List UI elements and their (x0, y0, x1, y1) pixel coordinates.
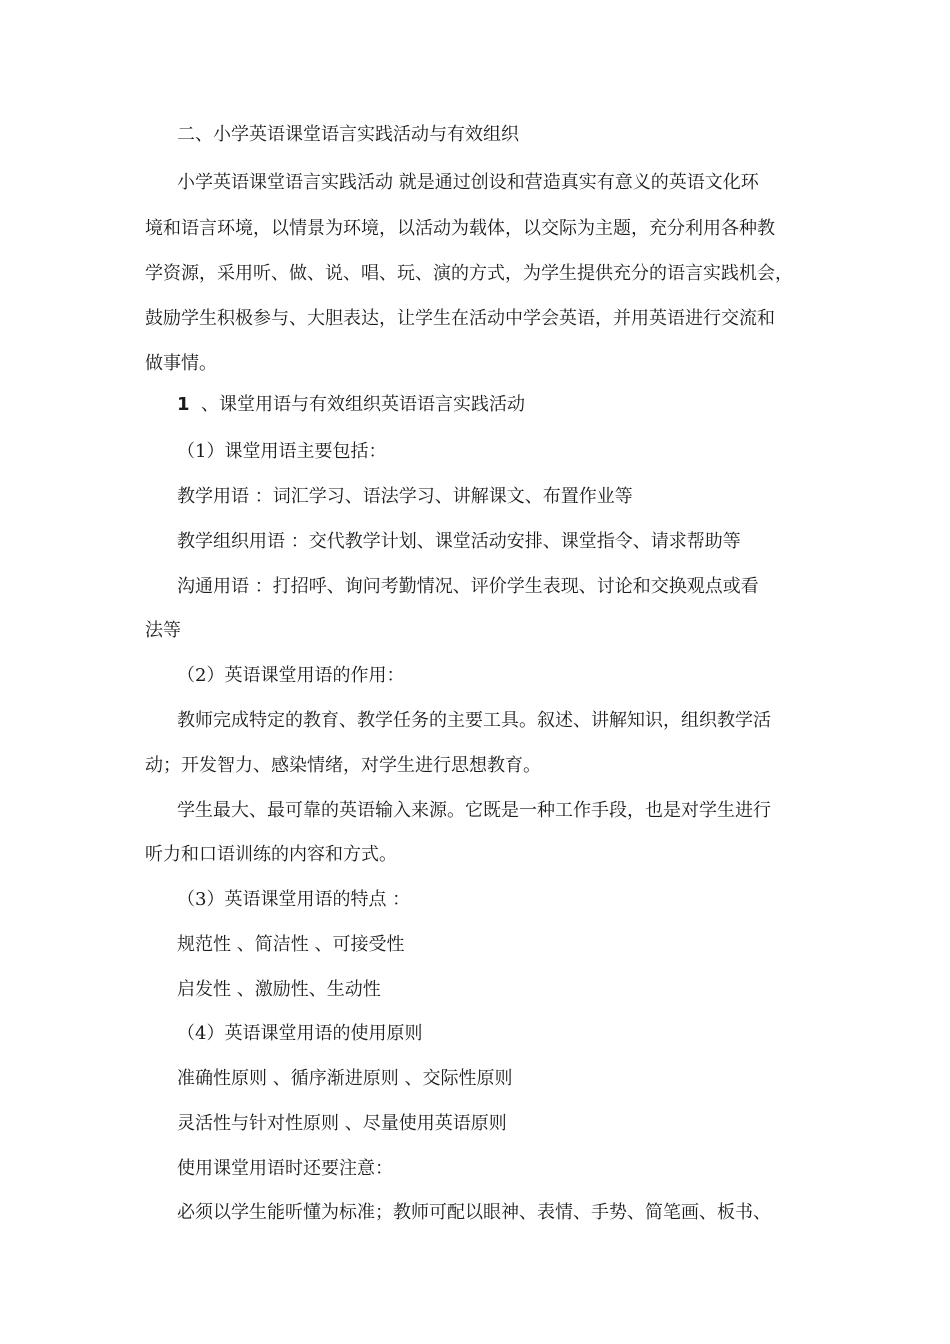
item-heading: （2）英语课堂用语的作用： (177, 665, 405, 686)
paragraph-line: 启发性 、激励性、生动性 (177, 979, 381, 1000)
subsection-title: 、课堂用语与有效组织英语语言实践活动 (200, 394, 525, 415)
item-heading: （4）英语课堂用语的使用原则 (177, 1023, 423, 1044)
subsection-heading (177, 393, 525, 417)
paragraph-line: 准确性原则 、循序渐进原则 、交际性原则 (177, 1068, 513, 1089)
subsection-number: 1 (177, 394, 190, 415)
paragraph-line: 灵活性与针对性原则 、尽量使用英语原则 (177, 1113, 507, 1134)
item-heading: （3）英语课堂用语的特点 ： (177, 889, 411, 910)
paragraph-line: 沟通用语 ：打招呼、询问考勤情况、评价学生表现、讨论和交换观点或看 (177, 576, 759, 597)
paragraph-line: 动；开发智力、感染情绪，对学生进行思想教育。 (145, 755, 541, 776)
paragraph-line: 鼓励学生积极参与、大胆表达，让学生在活动中学会英语，并用英语进行交流和 (145, 308, 775, 329)
paragraph-line: 学资源，采用听、做、说、唱、玩、演的方式，为学生提供充分的语言实践机会， (145, 263, 793, 284)
paragraph-line: 使用课堂用语时还要注意： (177, 1158, 393, 1179)
paragraph-line: 教学用语 ：词汇学习、语法学习、讲解课文、布置作业等 (177, 486, 633, 507)
paragraph-line: 规范性 、简洁性 、可接受性 (177, 934, 405, 955)
item-heading: （1）课堂用语主要包括： (177, 441, 387, 462)
paragraph-line: 法等 (145, 620, 181, 641)
paragraph-line: 必须以学生能听懂为标准；教师可配以眼神、表情、手势、简笔画、板书、 (177, 1202, 771, 1223)
paragraph-line: 境和语言环境，以情景为环境，以活动为载体，以交际为主题，充分利用各种教 (145, 218, 775, 239)
paragraph-line: 教师完成特定的教育、教学任务的主要工具。叙述、讲解知识，组织教学活 (177, 710, 771, 731)
paragraph-line: 学生最大、最可靠的英语输入来源。它既是一种工作手段，也是对学生进行 (177, 800, 771, 821)
paragraph-line: 教学组织用语 ：交代教学计划、课堂活动安排、课堂指令、请求帮助等 (177, 531, 741, 552)
paragraph-line: 听力和口语训练的内容和方式。 (145, 844, 397, 865)
paragraph-line: 小学英语课堂语言实践活动 就是通过创设和营造真实有意义的英语文化环 (177, 172, 759, 193)
paragraph-line: 做事情。 (145, 353, 217, 374)
section-heading: 二、小学英语课堂语言实践活动与有效组织 (177, 124, 519, 145)
